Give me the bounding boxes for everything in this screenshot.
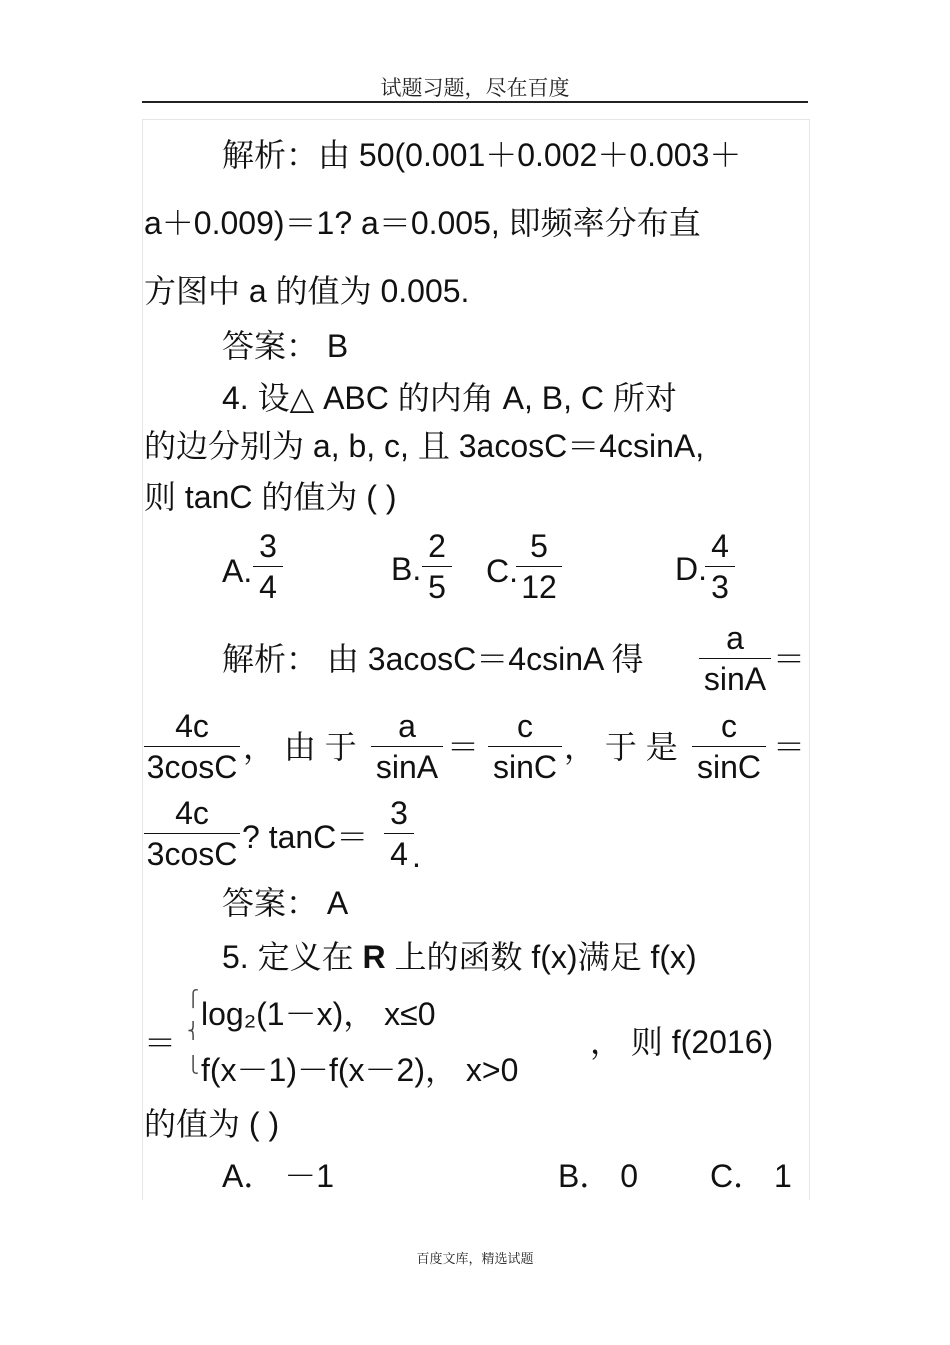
q4-solution-period: . xyxy=(412,838,421,874)
q5-then-clause: ， 则 f(2016) xyxy=(590,1024,774,1060)
q4-solution-prefix: 解析： 由 3acosC＝4csinA 得 xyxy=(222,641,644,677)
fraction-denominator: 3 xyxy=(711,569,729,605)
q4-solution-equals-2: ＝ xyxy=(447,729,480,765)
q5-piecewise-case-1: log₂(1－x)， x≤0 xyxy=(201,996,436,1032)
fraction-numerator: c xyxy=(721,708,737,744)
q3-solution-label: 解析： xyxy=(222,137,319,173)
q3-solution-line3: 方图中 a 的值为 0.005. xyxy=(144,273,470,309)
q4-question-line2: 的边分别为 a, b, c, 且 3acosC＝4csinA, xyxy=(144,428,705,464)
q4-answer: 答案： A xyxy=(222,885,349,921)
fraction-denominator: sinC xyxy=(696,749,761,785)
q4-solution-fraction-4 xyxy=(488,710,562,783)
fraction-numerator: 2 xyxy=(428,528,446,564)
q5-option-c: C． 1 xyxy=(710,1158,792,1194)
q4-option-a-label: A. xyxy=(222,553,253,589)
q4-solution-tail: ? tanC＝ xyxy=(242,819,369,855)
q4-solution-equals-3: ＝ xyxy=(773,729,806,765)
fraction-numerator: 3 xyxy=(259,528,277,564)
piecewise-brace-bottom-icon: ⎩ xyxy=(187,1057,199,1074)
q3-answer: 答案： B xyxy=(222,328,349,364)
page-footer: 百度文库，精选试题 xyxy=(416,1252,534,1267)
q4-solution-fraction-3 xyxy=(371,710,443,783)
fraction-denominator: 4 xyxy=(390,836,408,872)
q4-option-c-label: C. xyxy=(486,553,518,589)
q4-solution-fraction-6 xyxy=(144,797,240,870)
q4-option-b-label: B. xyxy=(391,551,422,587)
q4-question-line1: 4. 设△ ABC 的内角 A, B, C 所对 xyxy=(222,380,677,416)
header-rule xyxy=(142,101,808,103)
piecewise-brace-middle-icon: ⎨ xyxy=(187,1023,199,1040)
q4-option-d-fraction xyxy=(705,530,735,603)
fraction-denominator: 12 xyxy=(521,569,557,605)
fraction-denominator: sinC xyxy=(492,749,557,785)
q4-solution-mid-1: ， 由 于 xyxy=(243,729,357,765)
q4-solution-fraction-1 xyxy=(699,622,771,695)
q4-option-d-label: D. xyxy=(675,551,707,587)
fraction-denominator: 3cosC xyxy=(146,749,238,785)
q5-piecewise-case-2: f(x－1)－f(x－2)， x>0 xyxy=(201,1052,519,1088)
piecewise-brace-top-icon: ⎧ xyxy=(187,991,199,1008)
fraction-numerator: 4 xyxy=(711,528,729,564)
fraction-numerator: a xyxy=(398,708,416,744)
fraction-numerator: a xyxy=(726,620,744,656)
q4-solution-fraction-7 xyxy=(384,797,414,870)
q5-line1-prefix: 5. 定义在 xyxy=(222,939,363,975)
q5-option-a: A． －1 xyxy=(222,1158,335,1194)
page-header: 试题习题，尽在百度 xyxy=(380,76,570,100)
q3-solution-line2: a＋0.009)＝1? a＝0.005, 即频率分布直 xyxy=(144,205,701,241)
q4-option-b-fraction xyxy=(422,530,452,603)
q5-option-b: B． 0 xyxy=(558,1158,639,1194)
q5-question-line1 xyxy=(222,941,697,973)
q5-real-numbers-symbol: R xyxy=(362,939,386,975)
q4-solution-fraction-5 xyxy=(692,710,766,783)
fraction-numerator: c xyxy=(517,708,533,744)
fraction-denominator: sinA xyxy=(375,749,439,785)
q5-line1-suffix: 上的函数 f(x)满足 f(x) xyxy=(385,939,697,975)
q5-question-line3: 的值为 ( ) xyxy=(144,1106,280,1142)
q4-solution-equals-1: ＝ xyxy=(773,641,806,677)
fraction-numerator: 3 xyxy=(390,795,408,831)
q4-solution-mid-2: ， 于 是 xyxy=(564,729,678,765)
q4-question-line3: 则 tanC 的值为 ( ) xyxy=(144,479,397,515)
fraction-numerator: 5 xyxy=(530,528,548,564)
fraction-denominator: 5 xyxy=(428,569,446,605)
q4-option-a-fraction xyxy=(253,530,283,603)
fraction-denominator: 3cosC xyxy=(146,836,238,872)
fraction-denominator: 4 xyxy=(259,569,277,605)
q4-option-c-fraction xyxy=(516,530,562,603)
fraction-denominator: sinA xyxy=(703,661,767,697)
q3-solution-text1: 由 50(0.001＋0.002＋0.003＋ xyxy=(318,137,742,173)
fraction-numerator: 4c xyxy=(175,795,209,831)
q3-solution-line1 xyxy=(222,139,741,171)
q5-equals: ＝ xyxy=(144,1025,177,1061)
fraction-numerator: 4c xyxy=(175,708,209,744)
q4-solution-fraction-2 xyxy=(144,710,240,783)
